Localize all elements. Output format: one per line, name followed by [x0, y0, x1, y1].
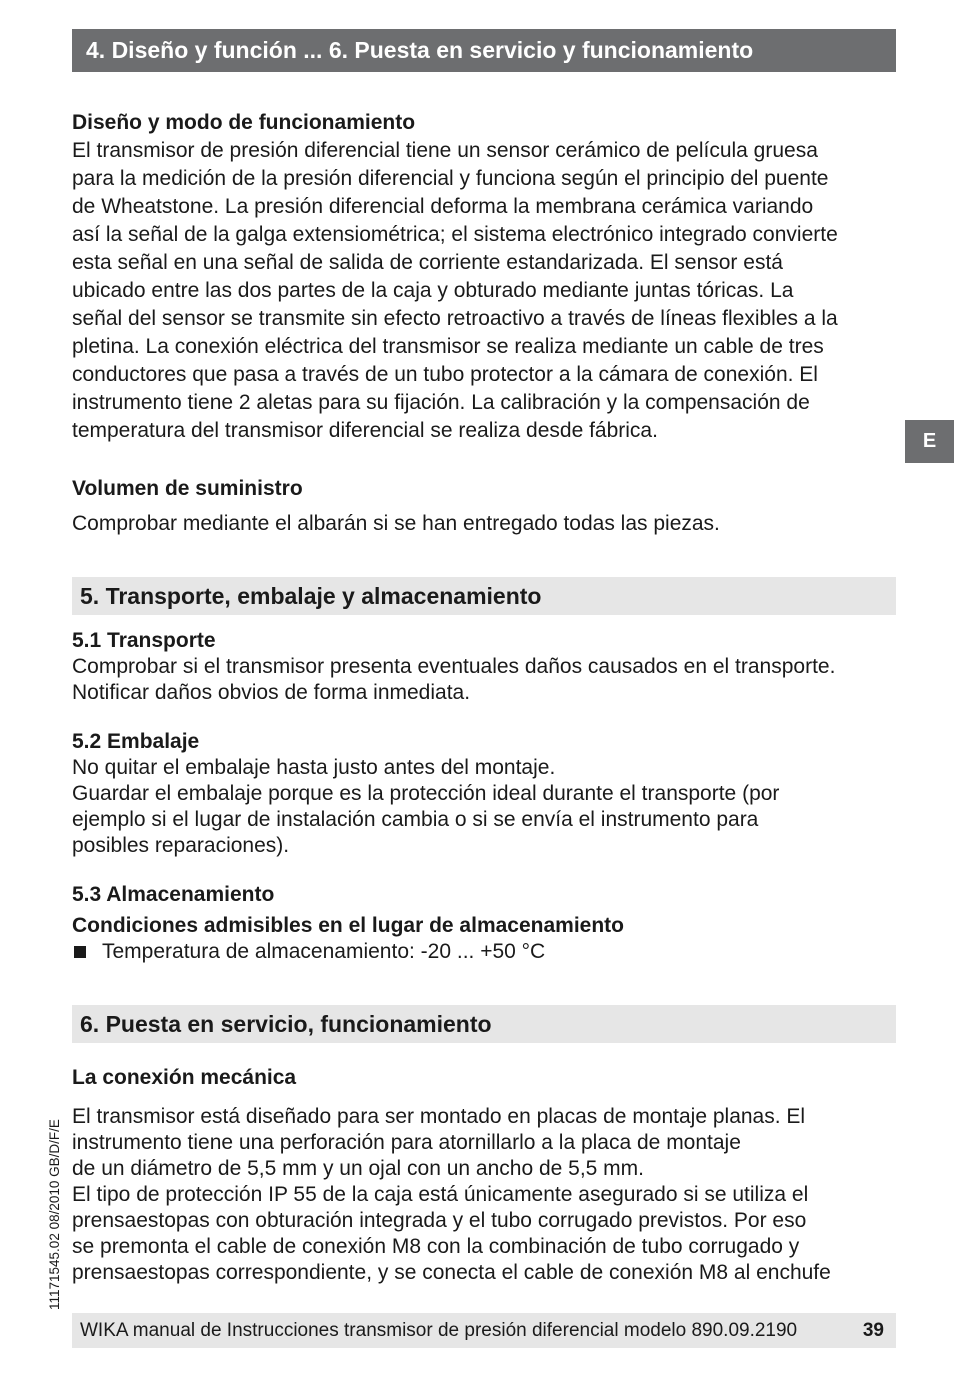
packaging-heading: 5.2 Embalaje: [72, 730, 200, 753]
design-heading: Diseño y modo de funcionamiento: [72, 111, 416, 134]
design-line: señal del sensor se transmite sin efecto retroactivo a través de líneas flexibles a la: [72, 307, 838, 330]
mechanical-paragraph: [72, 1104, 902, 1286]
design-line: ubicado entre las dos partes de la caja y obturado mediante juntas tóricas. La: [72, 279, 794, 302]
mechanical-heading: La conexión mecánica: [72, 1066, 297, 1089]
storage-bullet-item: [72, 939, 902, 965]
design-line: El transmisor de presión diferencial tiene un sensor cerámico de película gruesa: [72, 139, 818, 162]
mechanical-line: de un diámetro de 5,5 mm y un ojal con un ancho de 5,5 mm.: [72, 1157, 644, 1180]
transport-block: [72, 628, 902, 706]
supply-heading: Volumen de suministro: [72, 477, 303, 500]
language-tab: E: [905, 420, 954, 463]
document-code-text: 11171545.02 08/2010 GB/D/F/E: [47, 1119, 62, 1310]
mechanical-line: instrumento tiene una perforación para atornillarlo a la placa de montaje: [72, 1131, 741, 1154]
packaging-line: No quitar el embalaje hasta justo antes del montaje.: [72, 756, 556, 779]
storage-bullet-text: Temperatura de almacenamiento: -20 ... +50 °C: [102, 940, 546, 963]
transport-line: Comprobar si el transmisor presenta eventuales daños causados en el transporte.: [72, 655, 836, 678]
page-footer: [72, 1313, 896, 1348]
storage-subheading: Condiciones admisibles en el lugar de almacenamiento: [72, 914, 624, 937]
storage-heading: 5.3 Almacenamiento: [72, 883, 275, 906]
bullet-square-icon: [74, 946, 86, 958]
mechanical-line: prensaestopas correspondiente, y se conecta el cable de conexión M8 al enchufe: [72, 1261, 831, 1284]
page-header-bar: [72, 29, 896, 72]
design-paragraph: [72, 137, 902, 445]
design-line: de Wheatstone. La presión diferencial deforma la membrana cerámica variando: [72, 195, 814, 218]
page-header-title: 4. Diseño y función ... 6. Puesta en servicio y funcionamiento: [86, 37, 754, 63]
design-line: esta señal en una señal de salida de corriente estandarizada. El sensor está: [72, 251, 783, 274]
page-content: [72, 109, 902, 1286]
transport-heading: 5.1 Transporte: [72, 629, 216, 652]
page-number: 39: [862, 1320, 884, 1341]
mechanical-line: se premonta el cable de conexión M8 con la combinación de tubo corrugado y: [72, 1235, 800, 1258]
mechanical-line: El transmisor está diseñado para ser montado en placas de montaje planas. El: [72, 1105, 806, 1128]
mechanical-line: El tipo de protección IP 55 de la caja está únicamente asegurado si se utiliza el: [72, 1183, 809, 1206]
section-6-title: 6. Puesta en servicio, funcionamiento: [72, 1005, 896, 1043]
supply-text: Comprobar mediante el albarán si se han entregado todas las piezas.: [72, 512, 720, 535]
mechanical-line: prensaestopas con obturación integrada y el tubo corrugado previstos. Por eso: [72, 1209, 807, 1232]
packaging-line: posibles reparaciones).: [72, 834, 290, 857]
design-line: para la medición de la presión diferencial y funciona según el principio del puente: [72, 167, 829, 190]
packaging-line: Guardar el embalaje porque es la protección ideal durante el transporte (por: [72, 782, 780, 805]
packaging-line: ejemplo si el lugar de instalación cambia o si se envía el instrumento para: [72, 808, 759, 831]
design-line: así la señal de la galga extensiométrica; el sistema electrónico integrado convierte: [72, 223, 838, 246]
design-line: temperatura del transmisor diferencial se realiza desde fábrica.: [72, 419, 658, 442]
footer-text: WIKA manual de Instrucciones transmisor de presión diferencial modelo 890.09.2190: [80, 1320, 798, 1341]
section-5-title: 5. Transporte, embalaje y almacenamiento: [72, 577, 896, 615]
design-line: pletina. La conexión eléctrica del transmisor se realiza mediante un cable de tres: [72, 335, 824, 358]
storage-block: [72, 882, 902, 965]
design-line: instrumento tiene 2 aletas para su fijación. La calibración y la compensación de: [72, 391, 810, 414]
packaging-block: [72, 729, 902, 859]
transport-line: Notificar daños obvios de forma inmediata.: [72, 681, 471, 704]
design-line: conductores que pasa a través de un tubo protector a la cámara de conexión. El: [72, 363, 818, 386]
